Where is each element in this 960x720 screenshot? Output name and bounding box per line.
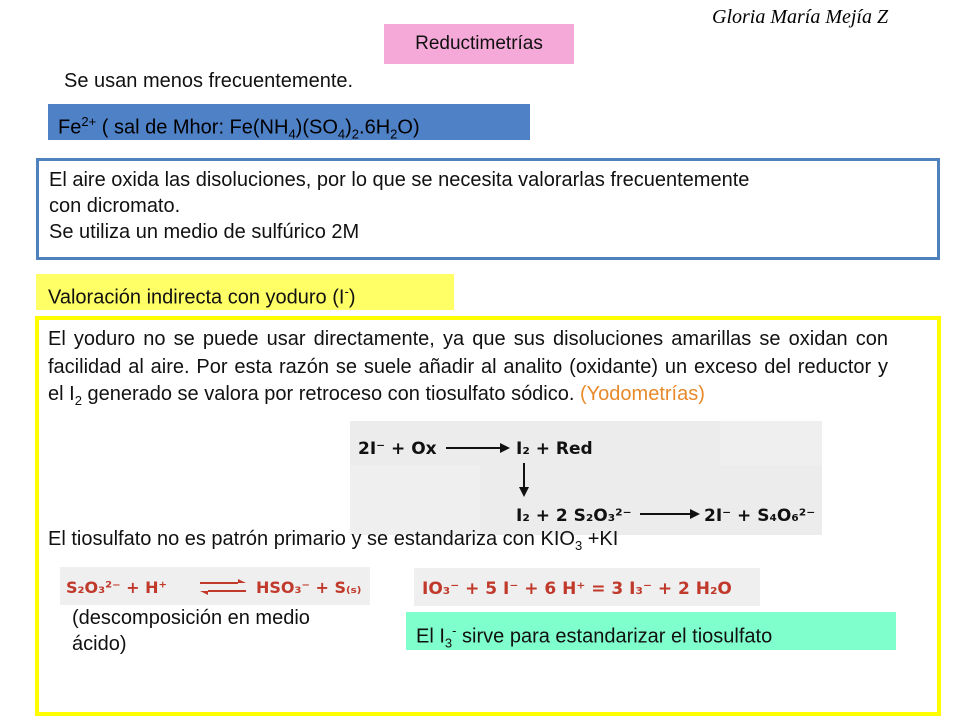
decomposition-equation-svg <box>60 567 370 605</box>
reaction-scheme-svg <box>350 421 822 535</box>
author-signature: Gloria María Mejía Z <box>712 6 889 28</box>
decomposition-note: (descomposición en medio ácido) <box>72 607 310 655</box>
iodate-equation-svg <box>414 568 760 606</box>
iodide-label-end: ) <box>348 286 356 309</box>
decomp-right: HSO₃⁻ + S₍ₛ₎ <box>256 578 362 597</box>
triiodide-sup: - <box>452 623 457 638</box>
tiosulfato-main: El tiosulfato no es patrón primario y se estandariza con KIO <box>48 528 575 550</box>
triiodide-text: El I <box>416 625 445 648</box>
blue-box-line-3: Se utiliza un medio de sulfúrico 2M <box>49 221 360 243</box>
fe-desc-c: ) <box>345 116 352 139</box>
fe-charge: 2+ <box>81 114 97 129</box>
fe-sub4: 2 <box>390 126 398 142</box>
paragraph-part-1: El yoduro no se puede usar directamente, ya que sus disoluciones amarillas se oxidan con facilidad al aire. Por esta razón se suele añadir al analito (oxidante) un exceso del reductor y el I <box>48 328 888 405</box>
scheme-r1-right: I₂ + Red <box>516 439 593 459</box>
blue-box-line-2: con dicromato. <box>49 195 181 217</box>
tiosulfato-end: +KI <box>582 528 619 550</box>
fe-symbol: Fe <box>58 116 82 139</box>
reaction-scheme-image <box>350 421 822 535</box>
fe-desc-d: .6H <box>359 116 391 139</box>
iodate-equation-image <box>414 568 760 606</box>
fe-desc-e: O) <box>397 116 420 139</box>
tiosulfato-sub: 3 <box>574 538 583 553</box>
fe-desc-b: )(SO <box>295 116 338 139</box>
triiodide-sub: 3 <box>444 635 453 651</box>
scheme-r2-right: 2I⁻ + S₄O₆²⁻ <box>704 506 816 526</box>
paragraph-part-2: generado se valora por retroceso con tiosulfato sódico. <box>81 383 580 405</box>
scheme-r1-left: 2I⁻ + Ox <box>358 439 437 459</box>
iodometry-paragraph <box>48 326 888 415</box>
fe-sub3: 2 <box>351 126 360 142</box>
yodometrias-highlight: (Yodometrías) <box>580 383 705 405</box>
fe-sub2: 4 <box>337 126 346 142</box>
slide-title: Reductimetrías <box>384 24 574 64</box>
blue-box-line-1: El aire oxida las disoluciones, por lo que se necesita valorarlas frecuentemente <box>49 169 750 191</box>
iodate-equation: IO₃⁻ + 5 I⁻ + 6 H⁺ = 3 I₃⁻ + 2 H₂O <box>422 579 732 599</box>
iodide-label-text: Valoración indirecta con yoduro (I <box>48 286 345 309</box>
tiosulfato-text <box>48 528 618 553</box>
fe-salt-box <box>48 104 530 140</box>
iodide-label-sup: - <box>344 284 349 299</box>
fe-desc-a: ( sal de Mhor: Fe(NH <box>96 116 289 139</box>
triiodide-note-box <box>406 612 896 650</box>
fe-sub1: 4 <box>288 126 296 142</box>
paragraph-sub: 2 <box>74 393 82 408</box>
intro-text: Se usan menos frecuentemente. <box>64 70 354 92</box>
iodide-titration-label <box>36 274 454 310</box>
scheme-r2-left: I₂ + 2 S₂O₃²⁻ <box>516 506 632 526</box>
triiodide-end: sirve para estandarizar el tiosulfato <box>456 625 773 648</box>
air-oxidation-box <box>36 158 940 260</box>
decomp-left: S₂O₃²⁻ + H⁺ <box>66 578 167 597</box>
decomposition-equation-image <box>60 567 370 605</box>
